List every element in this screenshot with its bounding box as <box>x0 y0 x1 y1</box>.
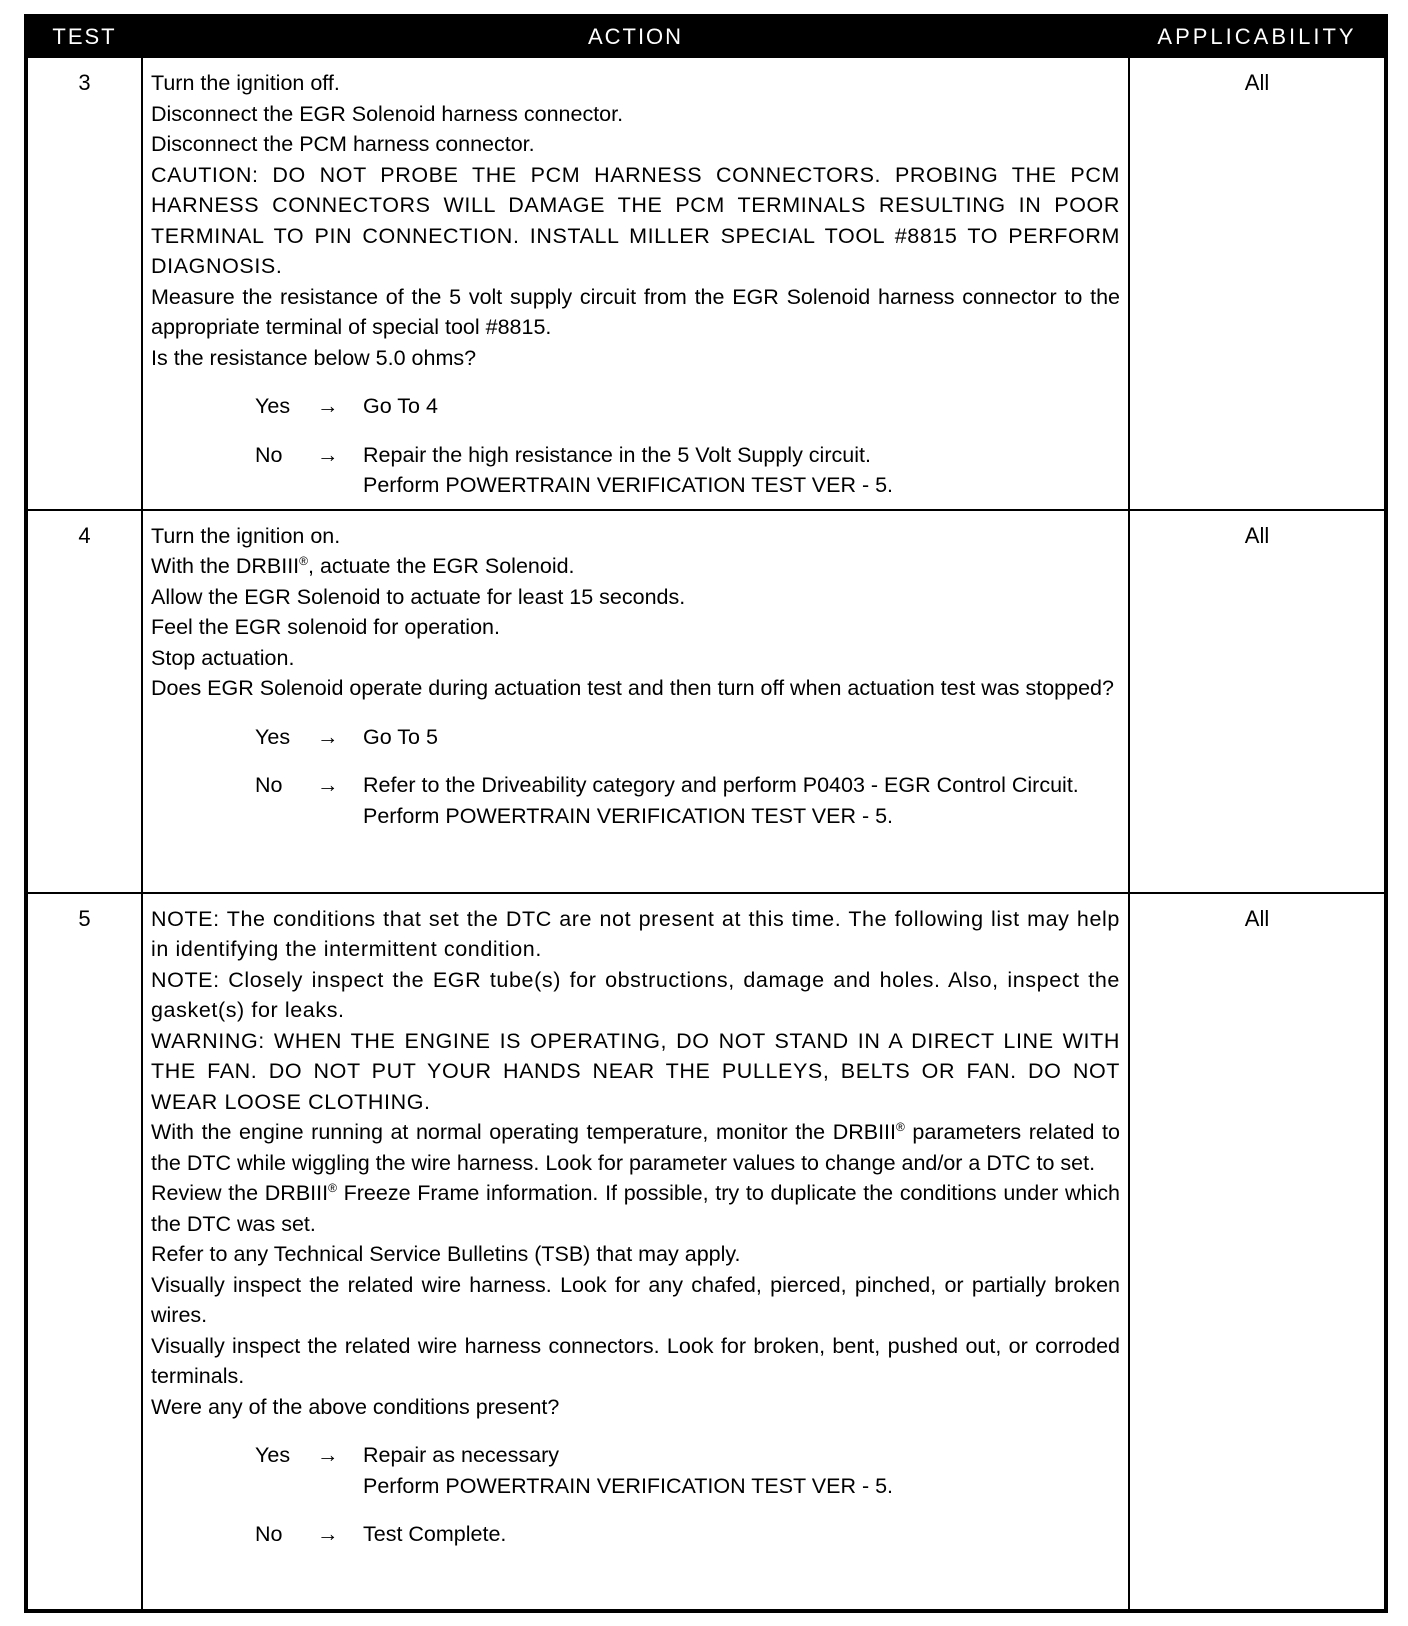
action-step: With the engine running at normal operating temperature, monitor the DRBIII® parameters related to the DTC while wiggling the wire harness. Look for parameter values to change and/or a DTC to set. <box>151 1119 1120 1175</box>
arrow-icon: → <box>317 724 339 749</box>
table-body <box>26 57 1386 1611</box>
no-outcome <box>363 440 1120 501</box>
action-cell <box>142 510 1129 893</box>
action-question: Were any of the above conditions present? <box>151 1394 560 1419</box>
action-step: Visually inspect the related wire harness. Look for any chafed, pierced, pinched, or partially broken wires. <box>151 1272 1120 1327</box>
note: NOTE: The conditions that set the DTC are not present at this time. The following list may help in identifying the intermittent condition. <box>151 906 1120 961</box>
no-label: No <box>255 773 283 797</box>
action-question: Does EGR Solenoid operate during actuation test and then turn off when actuation test was stopped? <box>151 676 1114 700</box>
outcome-line: Perform POWERTRAIN VERIFICATION TEST VER - 5. <box>363 1473 894 1498</box>
header-row <box>26 16 1386 57</box>
applicability-cell: All <box>1129 57 1386 510</box>
registered-mark: ® <box>299 553 308 568</box>
yes-outcome <box>363 722 1120 753</box>
action-cell <box>142 57 1129 510</box>
registered-mark: ® <box>896 1119 905 1134</box>
header-test: TEST <box>26 16 142 57</box>
action-step: Disconnect the PCM harness connector. <box>151 132 535 156</box>
outcome-line: Perform POWERTRAIN VERIFICATION TEST VER - 5. <box>363 803 894 828</box>
registered-mark: ® <box>328 1180 337 1195</box>
outcome-line: Repair the high resistance in the 5 Volt Supply circuit. <box>363 442 871 467</box>
outcome-line: Perform POWERTRAIN VERIFICATION TEST VER - 5. <box>363 473 894 497</box>
outcome-line: Test Complete. <box>363 1522 507 1546</box>
test-number: 4 <box>26 510 142 893</box>
outcome-line: Go To 5 <box>363 724 438 749</box>
no-result <box>151 770 1120 831</box>
yes-result <box>151 391 1120 422</box>
caution-note: CAUTION: DO NOT PROBE THE PCM HARNESS CONNECTORS. PROBING THE PCM HARNESS CONNECTORS WILL DAMAGE THE PCM TERMINALS RESULTING IN POOR TERMINAL TO PIN CONNECTION. INSTALL MILLER SPECIAL TOOL #8815 TO PERFORM DIAGNOSIS. <box>151 162 1120 278</box>
applicability-cell: All <box>1129 510 1386 893</box>
action-step: Turn the ignition off. <box>151 71 340 95</box>
arrow-icon: → <box>317 1522 339 1546</box>
header-action: ACTION <box>142 16 1129 57</box>
table-header <box>26 16 1386 57</box>
no-label: No <box>255 1522 283 1546</box>
action-step: With the DRBIII®, actuate the EGR Solenoid. <box>151 553 575 578</box>
arrow-icon: → <box>317 394 339 418</box>
no-label: No <box>255 442 283 467</box>
action-step: Refer to any Technical Service Bulletins (TSB) that may apply. <box>151 1242 741 1266</box>
warning-note: WARNING: WHEN THE ENGINE IS OPERATING, DO NOT STAND IN A DIRECT LINE WITH THE FAN. DO NOT PUT YOUR HANDS NEAR THE PULLEYS, BELTS OR FAN. DO NOT WEAR LOOSE CLOTHING. <box>151 1028 1120 1114</box>
arrow-icon: → <box>317 773 339 797</box>
arrow-icon: → <box>317 442 339 467</box>
action-step: Turn the ignition on. <box>151 523 341 548</box>
no-outcome <box>363 770 1120 831</box>
note: NOTE: Closely inspect the EGR tube(s) for obstructions, damage and holes. Also, inspect the gasket(s) for leaks. <box>151 967 1120 1022</box>
yes-outcome <box>363 391 1120 422</box>
yes-label: Yes <box>255 1443 291 1467</box>
test-number: 5 <box>26 893 142 1612</box>
action-step: Measure the resistance of the 5 volt supply circuit from the EGR Solenoid harness connector to the appropriate terminal of special tool #8815. <box>151 284 1120 339</box>
yes-result <box>151 722 1120 753</box>
action-step: Review the DRBIII® Freeze Frame information. If possible, try to duplicate the conditions under which the DTC was set. <box>151 1180 1120 1236</box>
action-step: Disconnect the EGR Solenoid harness connector. <box>151 101 624 126</box>
action-cell <box>142 893 1129 1612</box>
action-step: Stop actuation. <box>151 645 295 670</box>
action-step: Allow the EGR Solenoid to actuate for least 15 seconds. <box>151 584 686 609</box>
no-result <box>151 440 1120 501</box>
test-row-3 <box>26 57 1386 510</box>
action-question: Is the resistance below 5.0 ohms? <box>151 345 477 370</box>
applicability-cell: All <box>1129 893 1386 1612</box>
no-outcome <box>363 1519 1120 1550</box>
no-result <box>151 1519 1120 1550</box>
yes-outcome <box>363 1440 1120 1501</box>
diagnostic-test-table <box>24 14 1388 1613</box>
header-applicability: APPLICABILITY <box>1129 16 1386 57</box>
test-number: 3 <box>26 57 142 510</box>
outcome-line: Go To 4 <box>363 394 438 418</box>
arrow-icon: → <box>317 1443 339 1467</box>
yes-result <box>151 1440 1120 1501</box>
outcome-line: Repair as necessary <box>363 1443 559 1467</box>
action-step: Feel the EGR solenoid for operation. <box>151 615 500 639</box>
action-step: Visually inspect the related wire harness connectors. Look for broken, bent, pushed out, or corroded terminals. <box>151 1333 1120 1388</box>
test-row-4 <box>26 510 1386 893</box>
yes-label: Yes <box>255 724 291 749</box>
outcome-line: Refer to the Driveability category and perform P0403 - EGR Control Circuit. <box>363 773 1079 797</box>
yes-label: Yes <box>255 394 291 418</box>
test-row-5 <box>26 893 1386 1612</box>
